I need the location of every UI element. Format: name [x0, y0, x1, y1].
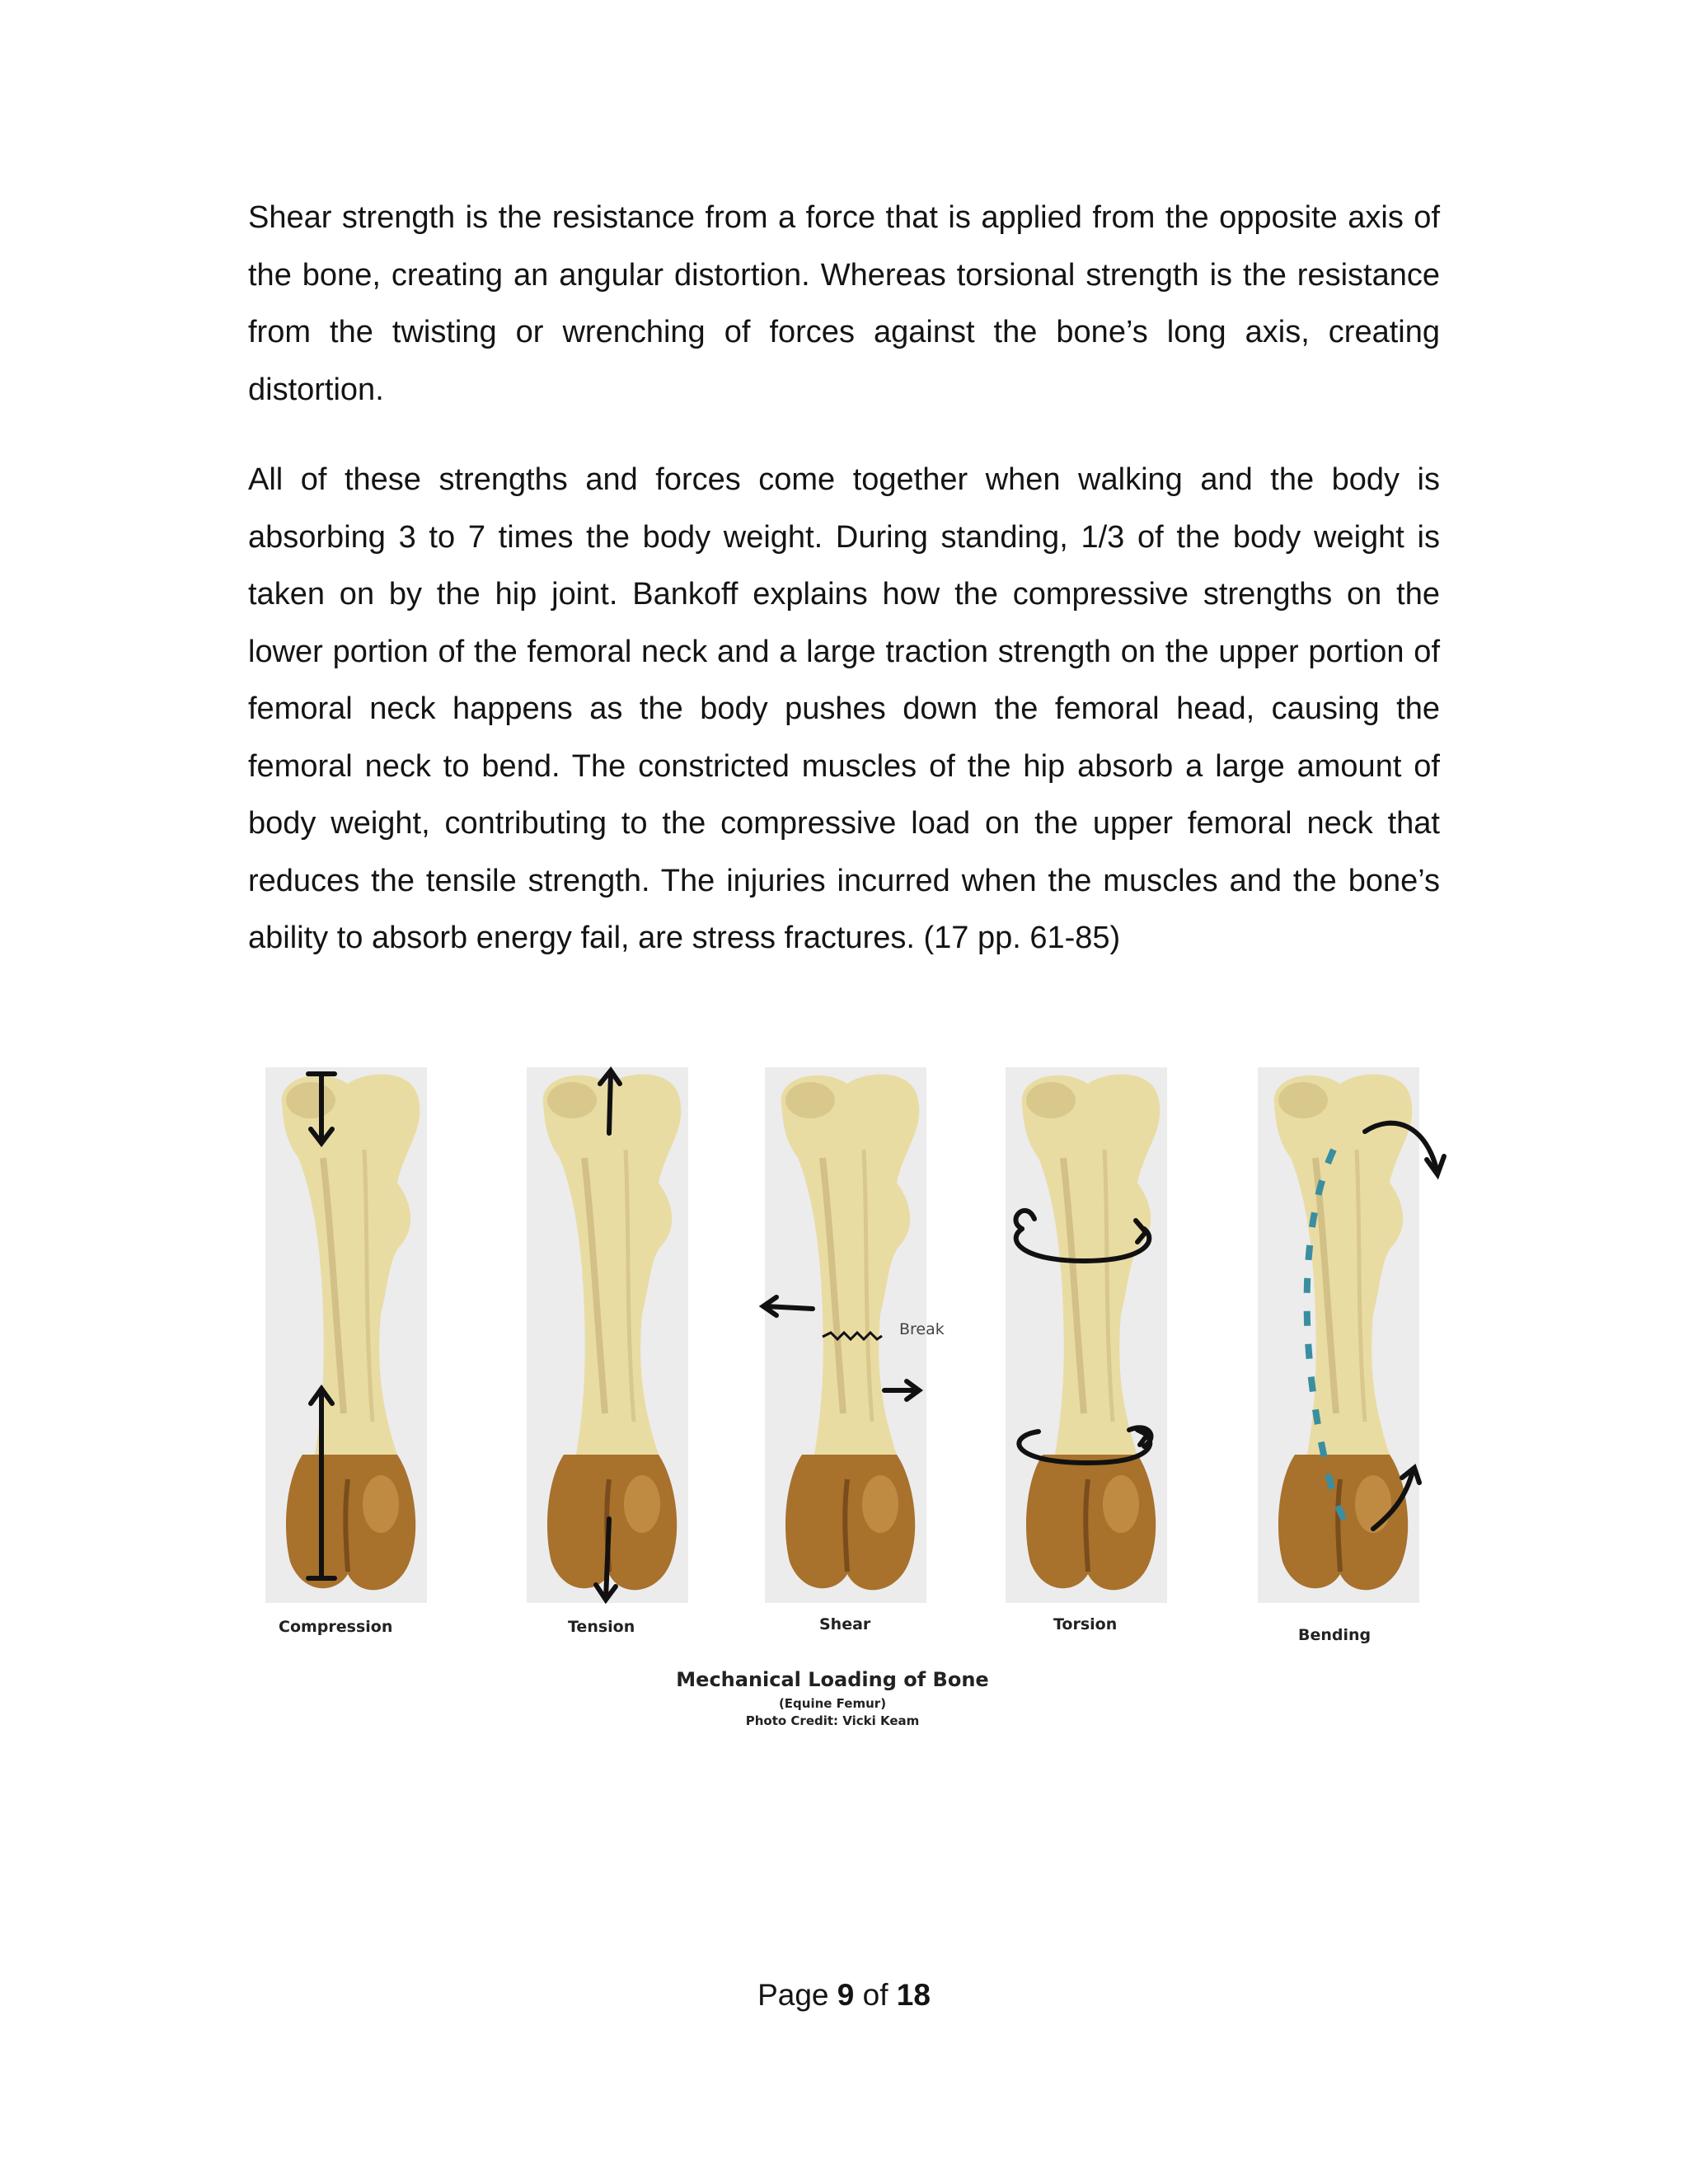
- femur-part: [286, 1082, 335, 1118]
- figure-title: Mechanical Loading of Bone: [676, 1668, 989, 1691]
- femur-part: [1085, 1479, 1088, 1572]
- femur-part: [862, 1475, 898, 1533]
- paragraph-walking-forces: All of these strengths and forces come together when walking and the body is absorbing 3 to 7 times the body weight. During standing, 1/3 of the body weight is taken on by the hip joint. Bankoff explains how the compressive strengths on the lower portion of the femoral neck and a large traction strength on the upper portion of femoral neck happens as the body pushes down the femoral head, causing the femoral neck to bend. The constricted muscles of the hip absorb a large amount of body weight, contributing to the compressive load on the upper femoral neck that reduces the tensile strength. The injuries incurred when the muscles and the bone’s ability to absorb energy fail, are stress fractures. (17 pp. 61-85): [248, 462, 1440, 955]
- bending-panel: [1258, 1067, 1419, 1603]
- femur-part: [1026, 1455, 1156, 1590]
- page-number: [0, 1978, 1688, 2013]
- femur-part: [547, 1455, 677, 1590]
- femur-part: [345, 1479, 348, 1572]
- tension-femur-image: [527, 1067, 688, 1603]
- bending-label: Bending: [1298, 1626, 1372, 1644]
- paragraph-shear-torsion: Shear strength is the resistance from a force that is applied from the opposite axis of the bone, creating an angular distortion. Whereas torsional strength is the resistance from the twisting or wrenching of forces against the bone’s long axis, creating distortion.: [248, 200, 1440, 407]
- femur-drawing: [282, 1075, 420, 1591]
- femur-part: [282, 1075, 420, 1455]
- tension-panel: [527, 1067, 688, 1603]
- figure-credit: Photo Credit: Vicki Keam: [745, 1713, 920, 1728]
- femur-part: [781, 1075, 920, 1455]
- femur-part: [1338, 1479, 1340, 1572]
- shear-label: Shear: [819, 1615, 871, 1633]
- femur-part: [1278, 1082, 1328, 1118]
- page-total: 18: [896, 1978, 931, 2012]
- compression-panel: [265, 1067, 427, 1603]
- figure-subtitle: (Equine Femur): [778, 1696, 887, 1711]
- femur-part: [1278, 1455, 1408, 1590]
- page-of: of: [862, 1978, 889, 2012]
- compression-label: Compression: [279, 1618, 393, 1636]
- torsion-label: Torsion: [1053, 1615, 1118, 1633]
- torsion-femur-image: [1006, 1067, 1167, 1603]
- femur-part: [1026, 1082, 1076, 1118]
- femur-part: [543, 1075, 682, 1455]
- femur-part: [1274, 1075, 1413, 1455]
- femur-part: [785, 1455, 915, 1590]
- compression-femur-image: [265, 1067, 427, 1603]
- femur-part: [1355, 1475, 1391, 1533]
- mechanical-loading-figure: [247, 1038, 1475, 1743]
- torsion-panel: [1006, 1067, 1167, 1603]
- femur-part: [286, 1455, 415, 1590]
- femur-part: [845, 1479, 847, 1572]
- bending-femur-image: [1258, 1067, 1419, 1603]
- femur-part: [547, 1082, 597, 1118]
- femur-part: [1022, 1075, 1160, 1455]
- femur-part: [1103, 1475, 1139, 1533]
- femur-drawing: [1022, 1075, 1160, 1591]
- femur-drawing: [543, 1075, 682, 1591]
- break-label: Break: [899, 1320, 945, 1338]
- shear-panel: [765, 1067, 945, 1603]
- femur-part: [363, 1475, 399, 1533]
- femur-part: [624, 1475, 660, 1533]
- page-current: 9: [837, 1978, 855, 2012]
- tension-label: Tension: [568, 1618, 635, 1636]
- femur-part: [785, 1082, 835, 1118]
- page-prefix: Page: [757, 1978, 829, 2012]
